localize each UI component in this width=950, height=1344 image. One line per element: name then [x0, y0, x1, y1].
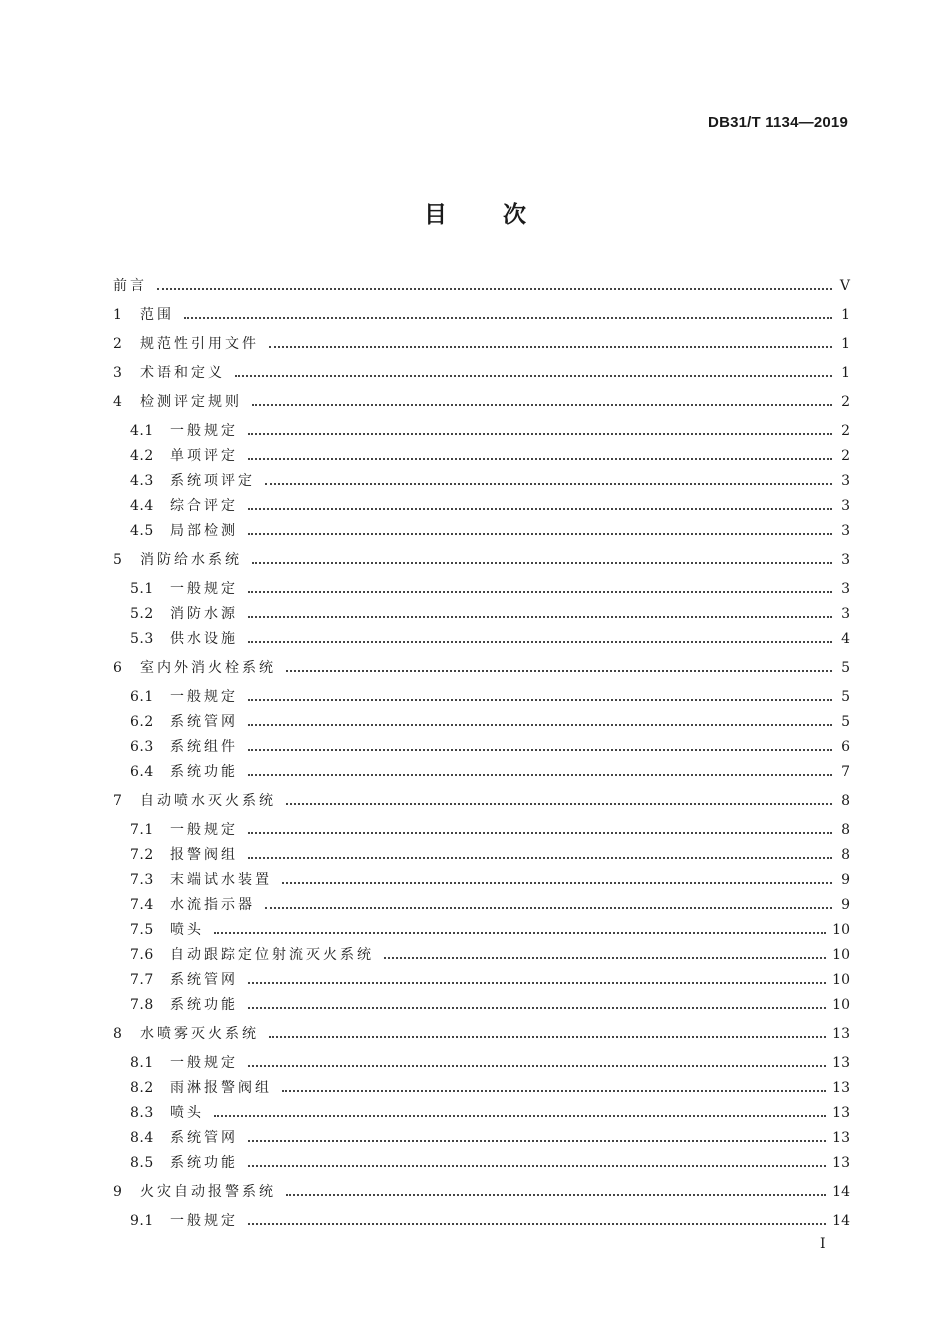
toc-entry[interactable] — [113, 465, 850, 490]
toc-entry-page: 5 — [841, 714, 850, 730]
toc-entry-number: 4.5 — [130, 523, 154, 539]
toc-entry[interactable] — [113, 889, 850, 914]
toc-dot-leader — [248, 1222, 826, 1225]
toc-entry-number: 8.2 — [130, 1080, 154, 1096]
toc-entry[interactable] — [113, 573, 850, 598]
toc-dot-leader — [157, 287, 832, 290]
toc-entry-label: 水喷雾灭火系统 — [140, 1026, 259, 1042]
toc-entry-label: 一般规定 — [170, 423, 238, 439]
toc-entry[interactable] — [113, 731, 850, 756]
toc-entry-page: 10 — [832, 972, 850, 988]
toc-entry[interactable] — [113, 864, 850, 889]
toc-dot-leader — [282, 1089, 826, 1092]
toc-entry-page: 3 — [841, 606, 850, 622]
toc-dot-leader — [248, 1139, 826, 1142]
toc-entry-number: 4 — [113, 394, 123, 410]
toc-entry-label: 水流指示器 — [170, 897, 255, 913]
toc-entry-page: 13 — [832, 1105, 850, 1121]
toc-entry[interactable] — [113, 1205, 850, 1230]
toc-entry[interactable] — [113, 544, 850, 569]
toc-entry-number: 4.2 — [130, 448, 154, 464]
toc-entry-number: 7.8 — [130, 997, 154, 1013]
toc-entry-page: 9 — [841, 872, 850, 888]
toc-entry-number: 3 — [113, 365, 123, 381]
toc-dot-leader — [248, 640, 832, 643]
toc-entry-number: 8.3 — [130, 1105, 154, 1121]
page-number: I — [820, 1236, 826, 1252]
toc-entry-number: 4.4 — [130, 498, 154, 514]
toc-entry-page: 2 — [841, 394, 850, 410]
toc-dot-leader — [286, 669, 832, 672]
toc-entry[interactable] — [113, 270, 850, 295]
toc-entry-number: 5 — [113, 552, 123, 568]
toc-entry-label: 一般规定 — [170, 1055, 238, 1071]
toc-entry[interactable] — [113, 939, 850, 964]
toc-entry-label: 一般规定 — [170, 1213, 238, 1229]
toc-entry-page: 6 — [841, 739, 850, 755]
toc-entry[interactable] — [113, 814, 850, 839]
toc-dot-leader — [214, 931, 826, 934]
toc-dot-leader — [248, 748, 832, 751]
toc-entry-label: 系统管网 — [170, 972, 238, 988]
toc-dot-leader — [248, 1164, 826, 1167]
toc-entry-label: 雨淋报警阀组 — [170, 1080, 272, 1096]
toc-entry[interactable] — [113, 785, 850, 810]
toc-entry-number: 8.4 — [130, 1130, 154, 1146]
toc-entry-page: 1 — [841, 336, 850, 352]
toc-entry-label: 消防给水系统 — [140, 552, 242, 568]
toc-entry-label: 系统功能 — [170, 997, 238, 1013]
toc-entry[interactable] — [113, 357, 850, 382]
toc-dot-leader — [248, 1064, 826, 1067]
toc-dot-leader — [286, 802, 832, 805]
toc-entry-label: 局部检测 — [170, 523, 238, 539]
toc-entry-page: 10 — [832, 997, 850, 1013]
toc-entry-label: 规范性引用文件 — [140, 336, 259, 352]
toc-entry-page: 1 — [841, 365, 850, 381]
toc-dot-leader — [248, 615, 832, 618]
toc-entry[interactable] — [113, 652, 850, 677]
toc-entry[interactable] — [113, 1072, 850, 1097]
toc-entry-label: 供水设施 — [170, 631, 238, 647]
toc-entry-page: 3 — [841, 498, 850, 514]
document-code: DB31/T 1134—2019 — [708, 114, 848, 131]
toc-entry-page: 2 — [841, 423, 850, 439]
toc-entry[interactable] — [113, 681, 850, 706]
toc-entry-page: 3 — [841, 473, 850, 489]
toc-entry-label: 综合评定 — [170, 498, 238, 514]
toc-dot-leader — [282, 881, 832, 884]
toc-entry-number: 7.3 — [130, 872, 154, 888]
toc-entry-label: 报警阀组 — [170, 847, 238, 863]
toc-entry-number: 2 — [113, 336, 123, 352]
toc-entry-label: 术语和定义 — [140, 365, 225, 381]
toc-dot-leader — [248, 981, 826, 984]
toc-entry-number: 9.1 — [130, 1213, 154, 1229]
toc-entry-label: 火灾自动报警系统 — [140, 1184, 276, 1200]
toc-entry-label: 末端试水装置 — [170, 872, 272, 888]
toc-entry-number: 7.6 — [130, 947, 154, 963]
toc-entry[interactable] — [113, 1047, 850, 1072]
toc-entry-number: 5.1 — [130, 581, 154, 597]
toc-entry-number: 6.3 — [130, 739, 154, 755]
toc-entry-number: 6.4 — [130, 764, 154, 780]
toc-entry[interactable] — [113, 623, 850, 648]
toc-entry-page: 8 — [841, 793, 850, 809]
toc-entry-number: 6 — [113, 660, 123, 676]
toc-entry-number: 4.1 — [130, 423, 154, 439]
toc-entry-page: 2 — [841, 448, 850, 464]
toc-entry-label: 系统组件 — [170, 739, 238, 755]
toc-entry[interactable] — [113, 1176, 850, 1201]
toc-dot-leader — [248, 507, 832, 510]
toc-entry-number: 7.4 — [130, 897, 154, 913]
toc-dot-leader — [248, 773, 832, 776]
toc-entry-number: 9 — [113, 1184, 123, 1200]
toc-entry-page: 13 — [832, 1130, 850, 1146]
toc-entry[interactable] — [113, 839, 850, 864]
toc-entry-label: 系统功能 — [170, 764, 238, 780]
toc-entry[interactable] — [113, 440, 850, 465]
toc-entry-label: 系统功能 — [170, 1155, 238, 1171]
toc-entry-label: 一般规定 — [170, 689, 238, 705]
toc-entry-label: 前言 — [113, 278, 147, 294]
toc-entry[interactable] — [113, 756, 850, 781]
toc-entry-number: 1 — [113, 307, 123, 323]
toc-entry-page: 5 — [841, 689, 850, 705]
toc-dot-leader — [248, 723, 832, 726]
toc-entry-number: 6.2 — [130, 714, 154, 730]
toc-entry[interactable] — [113, 328, 850, 353]
toc-entry-label: 系统管网 — [170, 714, 238, 730]
toc-dot-leader — [248, 1006, 826, 1009]
toc-entry-number: 8.5 — [130, 1155, 154, 1171]
toc-entry-number: 7 — [113, 793, 123, 809]
toc-dot-leader — [252, 403, 832, 406]
toc-dot-leader — [252, 561, 832, 564]
toc-entry-label: 喷头 — [170, 922, 204, 938]
toc-entry-number: 4.3 — [130, 473, 154, 489]
toc-dot-leader — [248, 590, 832, 593]
toc-entry-number: 7.7 — [130, 972, 154, 988]
toc-dot-leader — [248, 856, 832, 859]
toc-entry-number: 6.1 — [130, 689, 154, 705]
page-title: 目次 — [424, 202, 582, 228]
toc-entry-number: 8.1 — [130, 1055, 154, 1071]
toc-entry-page: 4 — [841, 631, 850, 647]
toc-entry-page: 9 — [841, 897, 850, 913]
toc-dot-leader — [265, 482, 832, 485]
toc-entry-page: 14 — [832, 1184, 850, 1200]
toc-dot-leader — [248, 532, 832, 535]
toc-entry-page: 10 — [832, 947, 850, 963]
toc-entry-page: 7 — [841, 764, 850, 780]
toc-entry[interactable] — [113, 1147, 850, 1172]
toc-entry-number: 7.1 — [130, 822, 154, 838]
toc-entry-page: 3 — [841, 523, 850, 539]
toc-entry-page: V — [839, 278, 850, 294]
toc-entry[interactable] — [113, 914, 850, 939]
toc-dot-leader — [214, 1114, 826, 1117]
toc-dot-leader — [384, 956, 826, 959]
toc-entry-page: 14 — [832, 1213, 850, 1229]
toc-dot-leader — [269, 345, 832, 348]
toc-entry-label: 自动喷水灭火系统 — [140, 793, 276, 809]
toc-entry-label: 室内外消火栓系统 — [140, 660, 276, 676]
toc-entry-label: 一般规定 — [170, 581, 238, 597]
toc-entry-page: 5 — [841, 660, 850, 676]
toc-entry-number: 7.5 — [130, 922, 154, 938]
toc-entry-label: 一般规定 — [170, 822, 238, 838]
toc-dot-leader — [248, 831, 832, 834]
toc-entry-page: 3 — [841, 581, 850, 597]
toc-entry[interactable] — [113, 515, 850, 540]
toc-entry[interactable] — [113, 1097, 850, 1122]
toc-entry-number: 5.3 — [130, 631, 154, 647]
toc-dot-leader — [184, 316, 832, 319]
toc-dot-leader — [269, 1035, 826, 1038]
toc-entry[interactable] — [113, 386, 850, 411]
toc-entry-label: 喷头 — [170, 1105, 204, 1121]
toc-entry-page: 8 — [841, 847, 850, 863]
toc-entry-label: 系统管网 — [170, 1130, 238, 1146]
toc-entry[interactable] — [113, 598, 850, 623]
toc-entry[interactable] — [113, 706, 850, 731]
toc-entry[interactable] — [113, 299, 850, 324]
toc-entry-label: 自动跟踪定位射流灭火系统 — [170, 947, 374, 963]
toc-entry-label: 检测评定规则 — [140, 394, 242, 410]
toc-dot-leader — [265, 906, 832, 909]
toc-entry-page: 8 — [841, 822, 850, 838]
toc-entry-label: 系统项评定 — [170, 473, 255, 489]
toc-entry[interactable] — [113, 490, 850, 515]
toc-entry-page: 13 — [832, 1026, 850, 1042]
toc-entry[interactable] — [113, 1122, 850, 1147]
toc-entry-number: 7.2 — [130, 847, 154, 863]
toc-entry-label: 范围 — [140, 307, 174, 323]
toc-dot-leader — [248, 432, 832, 435]
toc-entry-number: 5.2 — [130, 606, 154, 622]
toc-entry-label: 单项评定 — [170, 448, 238, 464]
toc-entry[interactable] — [113, 964, 850, 989]
toc-entry[interactable] — [113, 415, 850, 440]
toc-dot-leader — [286, 1193, 826, 1196]
toc-entry-page: 3 — [841, 552, 850, 568]
toc-entry-page: 1 — [841, 307, 850, 323]
toc-dot-leader — [235, 374, 832, 377]
toc-dot-leader — [248, 698, 832, 701]
toc-entry-number: 8 — [113, 1026, 123, 1042]
toc-entry-page: 13 — [832, 1055, 850, 1071]
toc-dot-leader — [248, 457, 832, 460]
toc-entry-label: 消防水源 — [170, 606, 238, 622]
toc-entry[interactable] — [113, 1018, 850, 1043]
toc-entry-page: 13 — [832, 1080, 850, 1096]
toc-entry-page: 13 — [832, 1155, 850, 1171]
toc-entry-page: 10 — [832, 922, 850, 938]
toc-entry[interactable] — [113, 989, 850, 1014]
